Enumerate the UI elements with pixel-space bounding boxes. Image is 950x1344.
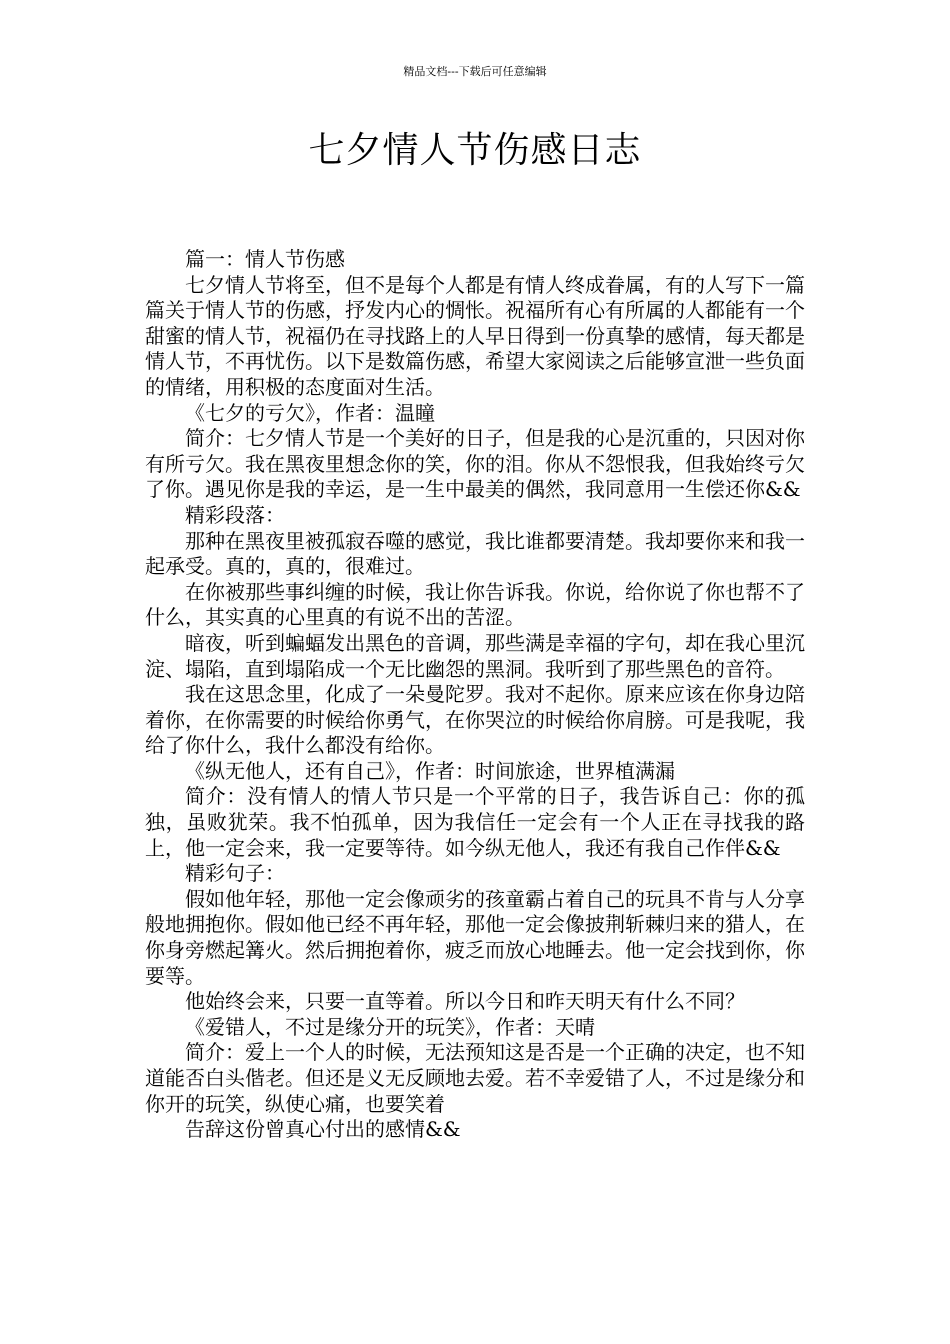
body-paragraph: 暗夜，听到蝙蝠发出黑色的音调，那些满是幸福的字句，却在我心里沉淀、塌陷，直到塌陷成一个无比幽怨的黑洞。我听到了那些黑色的音符。 (145, 630, 805, 681)
body-paragraph: 告辞这份曾真心付出的感情&& (185, 1117, 461, 1142)
article-title: 《七夕的亏欠》，作者：温瞳 (185, 400, 435, 425)
body-paragraph: 简介：七夕情人节是一个美好的日子，但是我的心是沉重的，只因对你有所亏欠。我在黑夜里想念你的笑，你的泪。你从不怨恨我，但我始终亏欠了你。遇见你是我的幸运，是一生中最美的偶然，我同意用一生偿还你&& (145, 426, 805, 502)
body-paragraph: 假如他年轻，那他一定会像顽劣的孩童霸占着自己的玩具不肯与人分享般地拥抱你。假如他已经不再年轻，那他一定会像披荆斩棘归来的猎人，在你身旁燃起篝火。然后拥抱着你，疲乏而放心地睡去。他一定会找到你，你要等。 (145, 886, 805, 988)
subsection-label: 精彩句子： (185, 861, 285, 886)
header-note: 精品文档---下载后可任意编辑 (403, 65, 547, 78)
document-title: 七夕情人节伤感日志 (308, 130, 642, 171)
body-paragraph: 简介：爱上一个人的时候，无法预知这是否是一个正确的决定，也不知道能否白头偕老。但还是义无反顾地去爱。若不幸爱错了人，不过是缘分和你开的玩笑，纵使心痛，也要笑着 (145, 1040, 805, 1116)
body-paragraph: 那种在黑夜里被孤寂吞噬的感觉，我比谁都要清楚。我却要你来和我一起承受。真的，真的，很难过。 (145, 528, 805, 579)
document-body (145, 247, 805, 1143)
article-title: 《爱错人，不过是缘分开的玩笑》，作者：天晴 (185, 1014, 595, 1039)
body-paragraph: 他始终会来，只要一直等着。所以今日和昨天明天有什么不同？ (185, 989, 745, 1014)
body-paragraph: 在你被那些事纠缠的时候，我让你告诉我。你说，给你说了你也帮不了什么，其实真的心里真的有说不出的苦涩。 (145, 579, 805, 630)
subsection-label: 精彩段落： (185, 502, 285, 527)
article-title: 《纵无他人，还有自己》，作者：时间旅途，世界植满漏 (185, 758, 675, 783)
body-paragraph: 我在这思念里，化成了一朵曼陀罗。我对不起你。原来应该在你身边陪着你，在你需要的时候给你勇气，在你哭泣的时候给你肩膀。可是我呢，我给了你什么，我什么都没有给你。 (145, 682, 805, 758)
section-heading: 篇一：情人节伤感 (185, 247, 345, 271)
body-paragraph: 七夕情人节将至，但不是每个人都是有情人终成眷属，有的人写下一篇篇关于情人节的伤感，抒发内心的惆怅。祝福所有心有所属的人都能有一个甜蜜的情人节，祝福仍在寻找路上的人早日得到一份真挚的感情，每天都是情人节，不再忧伤。以下是数篇伤感，希望大家阅读之后能够宣泄一些负面的情绪，用积极的态度面对生活。 (145, 272, 805, 399)
body-paragraph: 简介：没有情人的情人节只是一个平常的日子，我告诉自己：你的孤独，虽败犹荣。我不怕孤单，因为我信任一定会有一个人正在寻找我的路上，他一定会来，我一定要等待。如今纵无他人，我还有我自己作伴&& (145, 784, 805, 860)
